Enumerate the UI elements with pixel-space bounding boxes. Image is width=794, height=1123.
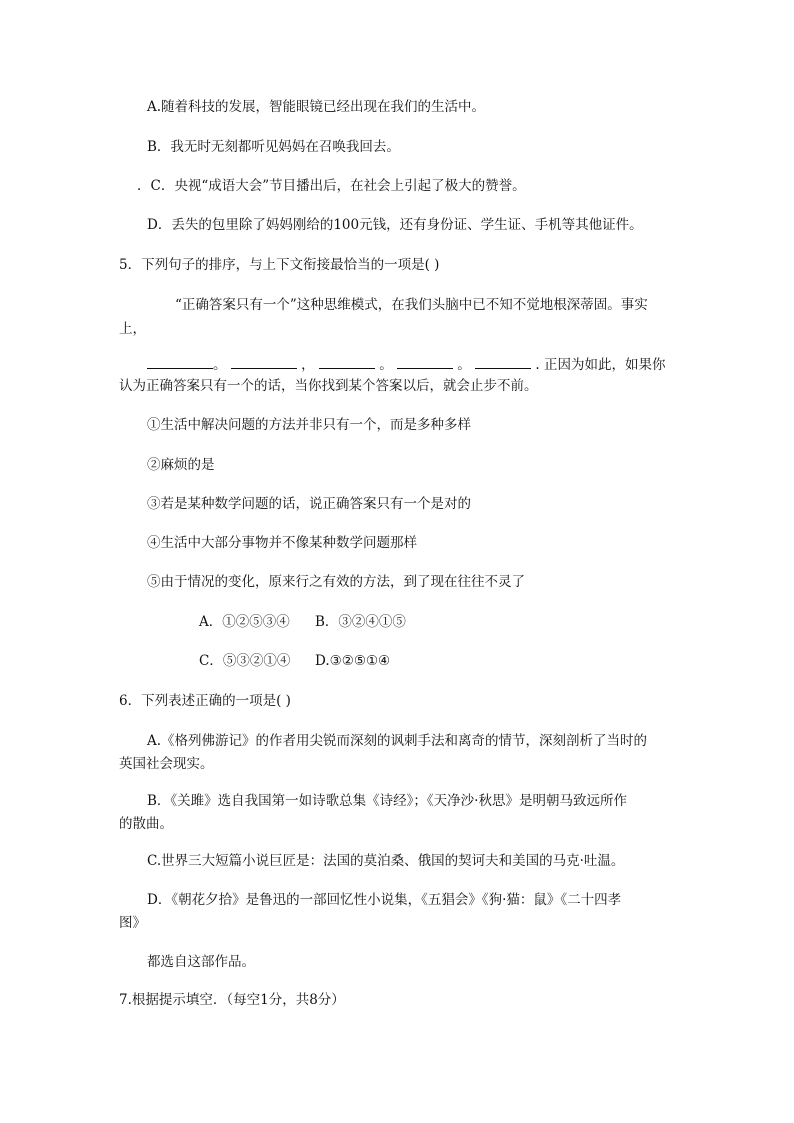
- q6-option-d-line-3: 都选自这部作品。: [147, 954, 255, 970]
- fill-blank-2: [231, 354, 297, 369]
- q6-option-a-line-1: A.《格列佛游记》的作者用尖锐而深刻的讽刺手法和离奇的情节，深刻剖析了当时的: [147, 733, 648, 749]
- q5-passage-line-4: 认为正确答案只有一个的话，当你找到某个答案以后，就会止步不前。: [119, 378, 538, 394]
- q5-stem: 5．下列句子的排序，与上下文衔接最恰当的一项是( ): [119, 257, 440, 273]
- q6-option-d-line-2: 图》: [119, 915, 146, 931]
- q5-choice-a: A．①②⑤③④: [199, 614, 290, 630]
- fill-blank-1: [147, 354, 213, 369]
- q5-sentence-4: ④生活中大部分事物并不像某种数学问题那样: [147, 535, 417, 551]
- separator: 。: [213, 357, 227, 373]
- q5-passage-line-1: “正确答案只有一个”这种思维模式，在我们头脑中已不知不觉地根深蒂固。事实: [175, 297, 648, 313]
- q6-option-d-line-1: D．《朝花夕拾》是鲁迅的一部回忆性小说集，《五猖会》《狗·猫：鼠》《二十四孝: [147, 892, 622, 908]
- q6-stem: 6．下列表述正确的一项是( ): [119, 693, 291, 709]
- fill-blank-3: [319, 354, 375, 369]
- fill-blank-5: [475, 354, 531, 369]
- q6-option-b-line-2: 的散曲。: [119, 816, 173, 832]
- fill-blank-4: [397, 354, 453, 369]
- separator: 。: [457, 357, 471, 373]
- q5-choice-c: C．⑤③②①④: [199, 653, 291, 669]
- q5-passage-line-2: 上，: [119, 321, 146, 337]
- q5-sentence-3: ③若是某种数学问题的话，说正确答案只有一个是对的: [147, 496, 471, 512]
- q7-stem: 7.根据提示填空．（每空1分，共8分）: [119, 992, 345, 1008]
- q5-sentence-1: ①生活中解决问题的方法并非只有一个，而是多种多样: [147, 417, 471, 433]
- q4-option-a: A.随着科技的发展，智能眼镜已经出现在我们的生活中。: [147, 99, 486, 115]
- separator: ，: [301, 357, 315, 373]
- q4-option-d: D．丢失的包里除了妈妈刚给的100元钱，还有身份证、学生证、手机等其他证件。: [147, 217, 643, 233]
- q4-option-c: ．C．央视“成语大会”节目播出后，在社会上引起了极大的赞誉。: [137, 178, 526, 194]
- q5-choice-d: D.③②⑤①④: [315, 653, 391, 669]
- separator: 。: [379, 357, 393, 373]
- q6-option-c: C.世界三大短篇小说巨匠是：法国的莫泊桑、俄国的契诃夫和美国的马克·吐温。: [147, 853, 625, 869]
- q5-choice-b: B．③②④①⑤: [315, 614, 406, 630]
- q5-sentence-2: ②麻烦的是: [147, 457, 215, 473]
- passage-tail: . 正因为如此，如果你: [535, 357, 666, 373]
- q5-sentence-5: ⑤由于情况的变化，原来行之有效的方法，到了现在往往不灵了: [147, 574, 525, 590]
- q5-passage-blanks-line: [147, 354, 665, 375]
- q6-option-a-line-2: 英国社会现实。: [119, 756, 214, 772]
- q4-option-b: B．我无时无刻都听见妈妈在召唤我回去。: [147, 139, 400, 155]
- q6-option-b-line-1: B．《关雎》选自我国第一如诗歌总集《诗经》；《天净沙·秋思》是明朝马致远所作: [147, 793, 627, 809]
